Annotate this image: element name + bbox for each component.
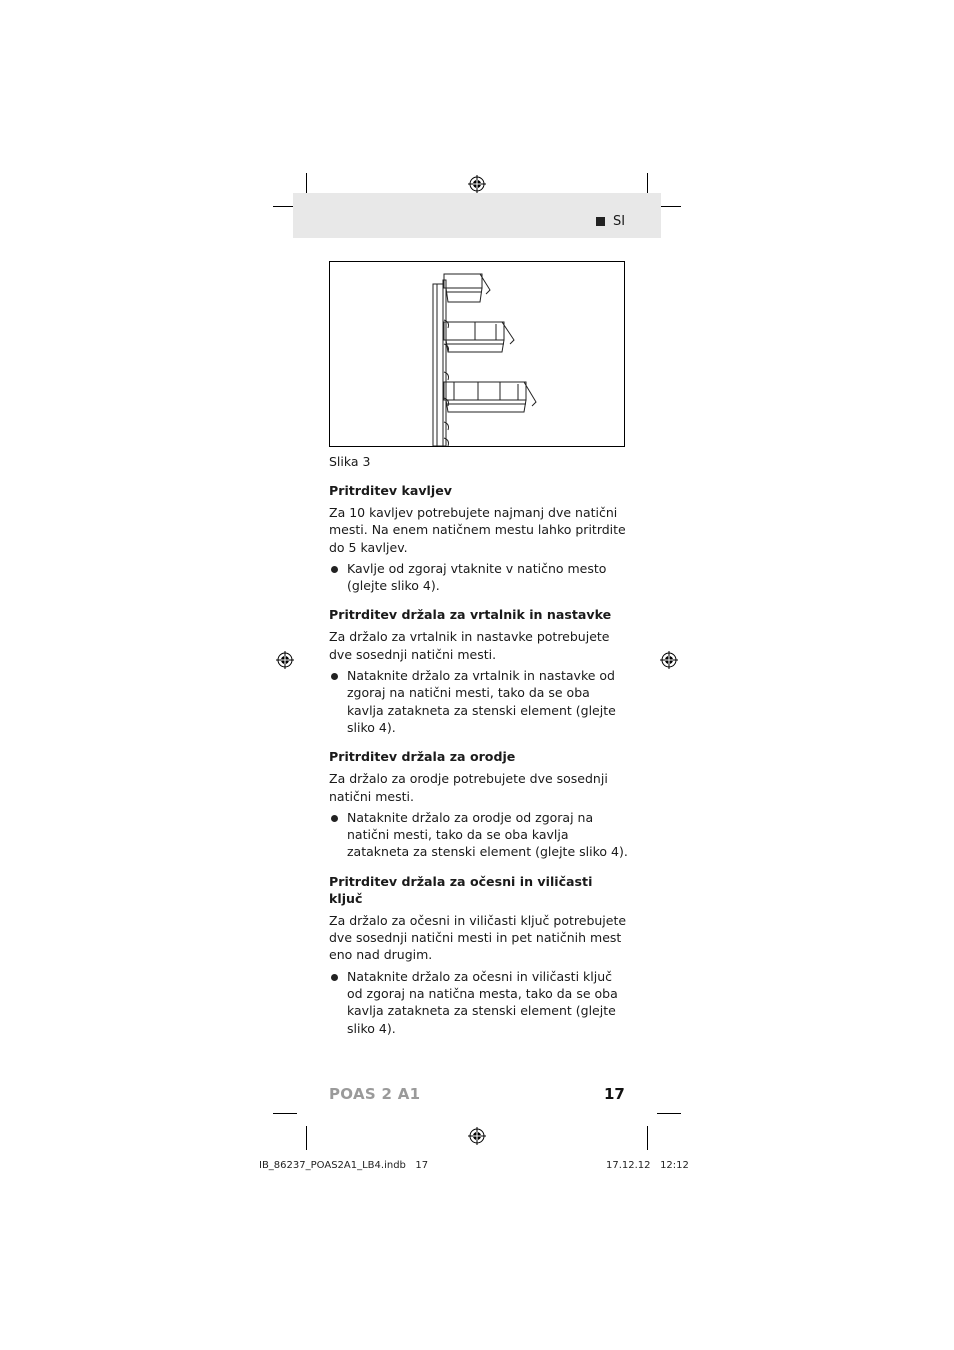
bullet-dot-icon <box>331 566 338 573</box>
section-heading: Pritrditev držala za orodje <box>329 749 516 765</box>
registration-mark-icon <box>468 175 486 193</box>
bullet-text: Nataknite držalo za orodje od zgoraj na natični mesti, tako da se oba kavlja zatakneta za stenski element (glejte sliko 4). <box>347 809 628 860</box>
file-slug: IB_86237_POAS2A1_LB4.indb 17 <box>259 1160 429 1171</box>
footer-model-name: POAS 2 A1 <box>329 1085 421 1103</box>
bullet-item <box>329 809 629 861</box>
bullet-text: Nataknite držalo za očesni in viličasti ključ od zgoraj na natična mesta, tako da se oba kavlja zatakneta za stenski element (glejte sliko 4). <box>347 968 618 1036</box>
section-wrench-holder <box>329 873 629 1037</box>
crop-mark <box>647 1126 648 1150</box>
figure-caption: Slika 3 <box>329 454 371 469</box>
section-heading: Pritrditev kavljev <box>329 483 452 498</box>
bullet-dot-icon <box>331 815 338 822</box>
crop-mark <box>306 1126 307 1150</box>
bullet-item <box>329 968 629 1037</box>
crop-mark <box>273 1113 297 1114</box>
registration-mark-icon <box>276 651 294 669</box>
registration-mark-icon <box>468 1127 486 1145</box>
bullet-dot-icon <box>331 974 338 981</box>
instructions-content <box>329 482 629 1049</box>
bullet-text: Kavlje od zgoraj vtaknite v natično mesto (glejte sliko 4). <box>347 560 607 594</box>
bullet-dot-icon <box>331 673 338 680</box>
wall-rack-illustration <box>330 262 624 446</box>
bullet-item <box>329 560 629 595</box>
section-tool-holder <box>329 748 629 860</box>
square-bullet-icon <box>596 217 605 226</box>
section-drill-holder <box>329 606 629 736</box>
section-heading: Pritrditev držala za očesni in viličasti ključ <box>329 873 593 906</box>
section-paragraph: Za držalo za očesni in viličasti ključ potrebujete dve sosednji natični mesti in pet natičnih mest eno nad drugim. <box>329 912 627 963</box>
bullet-text: Nataknite držalo za vrtalnik in nastavke od zgoraj na natični mesti, tako da se oba kavlja zatakneta za stenski element (glejte sliko 4). <box>347 668 616 735</box>
figure-3 <box>329 261 625 447</box>
section-paragraph: Za držalo za orodje potrebujete dve sosednji natični mesti. <box>329 771 608 804</box>
section-hooks <box>329 482 629 594</box>
page-number: 17 <box>604 1085 625 1103</box>
language-indicator <box>596 214 625 229</box>
language-label: SI <box>613 214 626 229</box>
bullet-item <box>329 667 629 736</box>
crop-mark <box>657 1113 681 1114</box>
section-paragraph: Za držalo za vrtalnik in nastavke potrebujete dve sosednji natični mesti. <box>329 629 610 662</box>
date-slug: 17.12.12 12:12 <box>606 1160 689 1171</box>
registration-mark-icon <box>660 651 678 669</box>
section-heading: Pritrditev držala za vrtalnik in nastavke <box>329 607 612 623</box>
section-paragraph: Za 10 kavljev potrebujete najmanj dve natični mesti. Na enem natičnem mestu lahko pritrdite do 5 kavljev. <box>329 505 626 555</box>
